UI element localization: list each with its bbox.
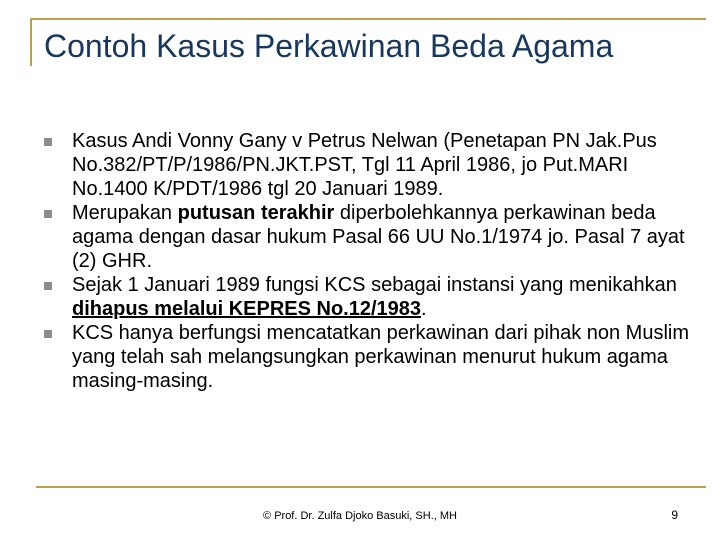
bullet-text-4: KCS hanya berfungsi mencatatkan perkawinan dari pihak non Muslim yang telah sah melangsungkan perkawinan menurut hukum agama masing-masing.: [72, 322, 690, 392]
square-bullet-icon: [44, 282, 52, 290]
bullet-text-3-bold-underline: dihapus melalui KEPRES No.12/1983: [72, 298, 422, 320]
bullet-text-3-after: .: [421, 298, 427, 320]
bullet-text-2-bold: putusan terakhir: [177, 202, 335, 224]
frame-top-line: [30, 18, 706, 20]
bullet-item-3: [44, 273, 694, 321]
square-bullet-icon: [44, 210, 52, 218]
bullet-list: [44, 129, 694, 393]
footer-credit: © Prof. Dr. Zulfa Djoko Basuki, SH., MH: [263, 510, 457, 522]
page-number: 9: [671, 508, 678, 522]
slide-title: Contoh Kasus Perkawinan Beda Agama: [44, 28, 614, 64]
bullet-item-4: [44, 321, 694, 393]
footer-divider: [36, 486, 706, 488]
bullet-text-2-before: Merupakan: [72, 202, 178, 224]
bullet-item-2: [44, 201, 694, 273]
bullet-text-3-before: Sejak 1 Januari 1989 fungsi KCS sebagai instansi yang menikahkan: [72, 274, 677, 296]
frame-left-line: [30, 18, 32, 66]
square-bullet-icon: [44, 138, 52, 146]
bullet-text-2-after: diperbolehkannya perkawinan beda agama dengan dasar hukum Pasal 66 UU No.1/1974 jo. Pasal 7 ayat (2) GHR.: [72, 202, 685, 272]
bullet-text-1: Kasus Andi Vonny Gany v Petrus Nelwan (Penetapan PN Jak.Pus No.382/PT/P/1986/PN.JKT.PST, Tgl 11 April 1986, jo Put.MARI No.1400 K/PDT/1986 tgl 20 Januari 1989.: [72, 130, 657, 200]
square-bullet-icon: [44, 330, 52, 338]
bullet-item-1: [44, 129, 694, 201]
